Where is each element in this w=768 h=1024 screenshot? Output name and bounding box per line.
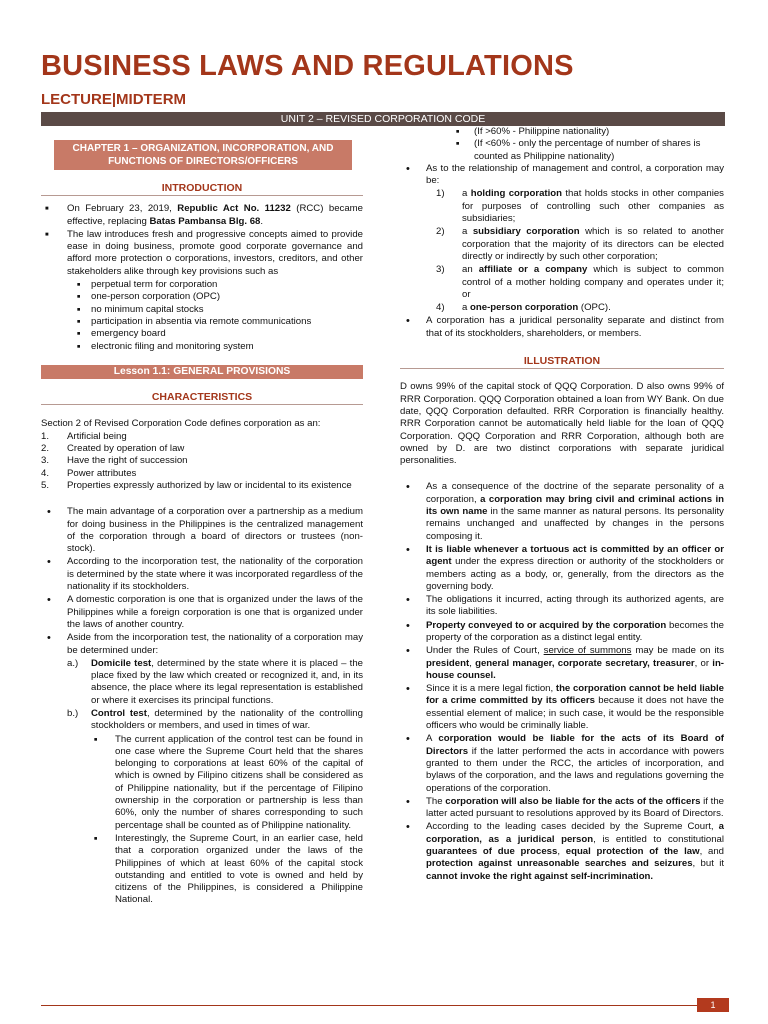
page-subtitle: LECTURE|MIDTERM (41, 91, 187, 108)
illustration-heading: ILLUSTRATION (400, 355, 724, 369)
list-item: ■ The current application of the control test can be found in one case where the Supreme Court held that the shares belonging to corporations at least 60% of the capital of which is owned by Filipino citizens shall be considered as of Philippine nationality, but if the percentage of Filipino ownership in the corporation or partnership is less than 60%, only the number of shares corresponding to such percentage shall be counted as of Philippine nationality. (41, 734, 363, 832)
nationality-tests (67, 658, 363, 907)
list-item: ■ one-person corporation (OPC) (67, 291, 363, 303)
list-item: • As to the relationship of management and control, a corporation may be: 1) a holding corporation that holds stocks in other companies for purposes of controlling such other companies as subsidiaries; 2) a subsidiary corporation which is so related to another corporation that the majority of its directors can be elected directly or indirectly by such other corporation; 3) an affiliate or a company which is subject to common control of a mother holding company and operates under it; or 4) a one-person corporation (OPC). (400, 163, 724, 315)
list-item: 4) a one-person corporation (OPC). (436, 302, 611, 314)
list-item: 4. Power attributes (41, 467, 137, 479)
intro-item: ■ The law introduces fresh and progressive concepts aimed to provide ease in doing business, promote good corporate governance and afford more protection o corporations, investors, creditors, and other stakeholders alike through key provisions such as ■ perpetual term for corporation ■ one-person corporation (OPC) ■ no minimum capital stocks ■ participation in absentia via remote communications ■ emergency board ■ electronic filing and monitoring system (41, 229, 363, 353)
list-item: • The obligations it incurred, acting through its authorized agents, are its sole liabilities. (400, 594, 724, 619)
control-test-notes (91, 734, 363, 907)
list-item: • Aside from the incorporation test, the nationality of a corporation may be determined under: a.) Domicile test, determined by the state where it is placed – the place fixed by the law which created or recognized it, and, in its absence, the place where its legal representation is established or where it exercises its principal functions. b.) Control test, determined by the nationality of the controlling stockholders or members, and used in times of war. ■ The current application of the control test can be found in one case where the Supreme Court held that the shares belonging to corporations at least 60% of the capital of which is owned by Filipino citizens shall be considered as of Philippine nationality, but if the percentage of Filipino ownership in the corporation or partnership is less than 60%, only the number of shares corresponding to such percentage shall be counted as of Philippine nationality. ■ Interestingly, the Supreme Court, in an earlier case, held that a corporation organized under the laws of the Philippines of which at least 60% of the capital stock outstanding and entitled to vote is owned and held by citizens of the Philippines, is considered a Philippine National. (41, 632, 363, 907)
lesson-heading: Lesson 1.1: GENERAL PROVISIONS (41, 365, 363, 379)
list-item: ■ (If <60% - only the percentage of number of shares is counted as Philippine nationality) (400, 138, 724, 163)
list-item: • The main advantage of a corporation over a partnership as a medium for doing business in the Philippines is the centralized management of the corporation through a board of directors or trustees (non-stock). (41, 506, 363, 555)
page-title: BUSINESS LAWS AND REGULATIONS (41, 50, 574, 82)
corporation-bullets (41, 506, 363, 907)
list-item: • According to the leading cases decided by the Supreme Court, a corporation, as a juridical person, is entitled to constitutional guarantees of due process, equal protection of the law, and protection against unreasonable searches and seizures, but it cannot invoke the right against self-incrimination. (400, 821, 724, 882)
chapter-heading: CHAPTER 1 – ORGANIZATION, INCORPORATION, AND FUNCTIONS OF DIRECTORS/OFFICERS (54, 140, 352, 170)
characteristics-intro: Section 2 of Revised Corporation Code defines corporation as an: (41, 418, 321, 430)
illustration-text: D owns 99% of the capital stock of QQQ Corporation. D also owns 99% of RRR Corporation. QQQ Corporation obtained a loan from WY Bank. On due date, QQQ Corporation defaulted. RRR Corporation is financially healthy. RRR Corporation cannot be automatically held liable for the loan of QQQ Corporation. QQQ Corporation and RRR Corporation, although both are owned by D. are two distinct corporations with separate juridical personalities. (400, 381, 724, 467)
list-item: ■ (If >60% - Philippine nationality) (400, 126, 724, 138)
list-item: 3) an affiliate or a company which is subject to common control of a mother holding company and operates under it; or (436, 264, 725, 300)
list-item: • The corporation will also be liable for the acts of the officers if the latter acted pursuant to resolutions approved by its Board of Directors. (400, 796, 724, 821)
relationship-bullets (400, 163, 724, 340)
right-column (400, 126, 724, 884)
nationality-notes (400, 126, 724, 163)
list-item: • Under the Rules of Court, service of summons may be made on its president, general manager, corporate secretary, treasurer, or in-house counsel. (400, 645, 724, 682)
page-number: 1 (697, 998, 729, 1012)
list-item: ■ perpetual term for corporation (67, 279, 363, 291)
list-item: • It is liable whenever a tortuous act is committed by an officer or agent under the express direction or authority of the stockholders or members acting as a body, or, generally, from the directors as the governing body. (400, 544, 724, 593)
list-item: a.) Domicile test, determined by the state where it is placed – the place fixed by the law which created or recognized it, and, in its absence, the place where its legal representation is established or where it exercises its principal functions. (67, 657, 363, 706)
list-item: • Since it is a mere legal fiction, the corporation cannot be held liable for a crime committed by its officers because it does not have the essential element of malice; in such case, it would be the responsible officers who would be criminally liable. (400, 683, 724, 732)
list-item: 2) a subsidiary corporation which is so related to another corporation that the majority of its directors can be elected directly or indirectly by such other corporation; (436, 226, 724, 262)
introduction-heading: INTRODUCTION (41, 182, 363, 196)
personality-bullets (400, 481, 724, 883)
intro-list (41, 203, 363, 353)
list-item: ■ Interestingly, the Supreme Court, in an earlier case, held that a corporation organized under the laws of the Philippines of which at least 60% of the capital stock outstanding and entitled to vote is owned and held by citizens of the Philippines, is considered a Philippine National. (41, 833, 363, 907)
list-item: 1) a holding corporation that holds stocks in other companies for purposes of controlling such other companies as subsidiaries; (436, 188, 724, 225)
list-item: • A domestic corporation is one that is organized under the laws of the Philippines while a foreign corporation is one that is organized under the laws of another country. (41, 594, 363, 631)
list-item: • As a consequence of the doctrine of the separate personality of a corporation, a corporation may bring civil and criminal actions in its own name in the same manner as natural persons. Its personality remains unchanged and unaffected by changes in the persons composing it. (400, 481, 724, 542)
list-item: • A corporation would be liable for the acts of its Board of Directors if the latter performed the acts in accordance with powers granted to them under the RCC, the articles of incorporation, and bylaws of the corporation, and the laws and regulations governing the operations of the corporation. (400, 733, 724, 794)
list-item: 2. Created by operation of law (41, 443, 185, 455)
characteristics-list (41, 431, 363, 492)
list-item: 5. Properties expressly authorized by law or incidental to its existence (41, 479, 352, 491)
intro-item: ■ On February 23, 2019, Republic Act No. 11232 (RCC) became effective, replacing Batas Pambansa Blg. 68. (41, 203, 363, 228)
list-item: b.) Control test, determined by the nationality of the controlling stockholders or members, and used in times of war. ■ The current application of the control test can be found in one case where the Supreme Court held that the shares belonging to corporations at least 60% of the capital of which is owned by Filipino citizens shall be considered as of Philippine nationality, but if the percentage of Filipino ownership in the corporation or partnership is less than 60%, only the number of shares corresponding to such percentage shall be counted as of Philippine nationality. ■ Interestingly, the Supreme Court, in an earlier case, held that a corporation organized under the laws of the Philippines of which at least 60% of the capital stock outstanding and entitled to vote is owned and held by citizens of the Philippines, is considered a Philippine National. (41, 708, 363, 907)
footer-divider (41, 1005, 707, 1006)
left-column (41, 140, 363, 908)
list-item: ■ electronic filing and monitoring system (67, 341, 363, 353)
relationship-list (426, 188, 724, 314)
provisions-list (67, 279, 363, 353)
list-item: • According to the incorporation test, the nationality of the corporation is determined by the state where it was incorporated regardless of the nationality if its stockholders. (41, 556, 363, 593)
characteristics-heading: CHARACTERISTICS (41, 391, 363, 405)
list-item: • Property conveyed to or acquired by the corporation becomes the property of the corporation as a distinct legal entity. (400, 620, 724, 645)
list-item: ■ no minimum capital stocks (67, 304, 363, 316)
list-item: • A corporation has a juridical personality separate and distinct from that of its stockholders, shareholders, or members. (400, 315, 724, 340)
list-item: ■ emergency board (67, 328, 363, 340)
list-item: 3. Have the right of succession (41, 455, 188, 467)
list-item: ■ participation in absentia via remote communications (67, 316, 363, 328)
list-item: 1. Artificial being (41, 430, 127, 442)
unit-banner: UNIT 2 – REVISED CORPORATION CODE (41, 112, 725, 126)
